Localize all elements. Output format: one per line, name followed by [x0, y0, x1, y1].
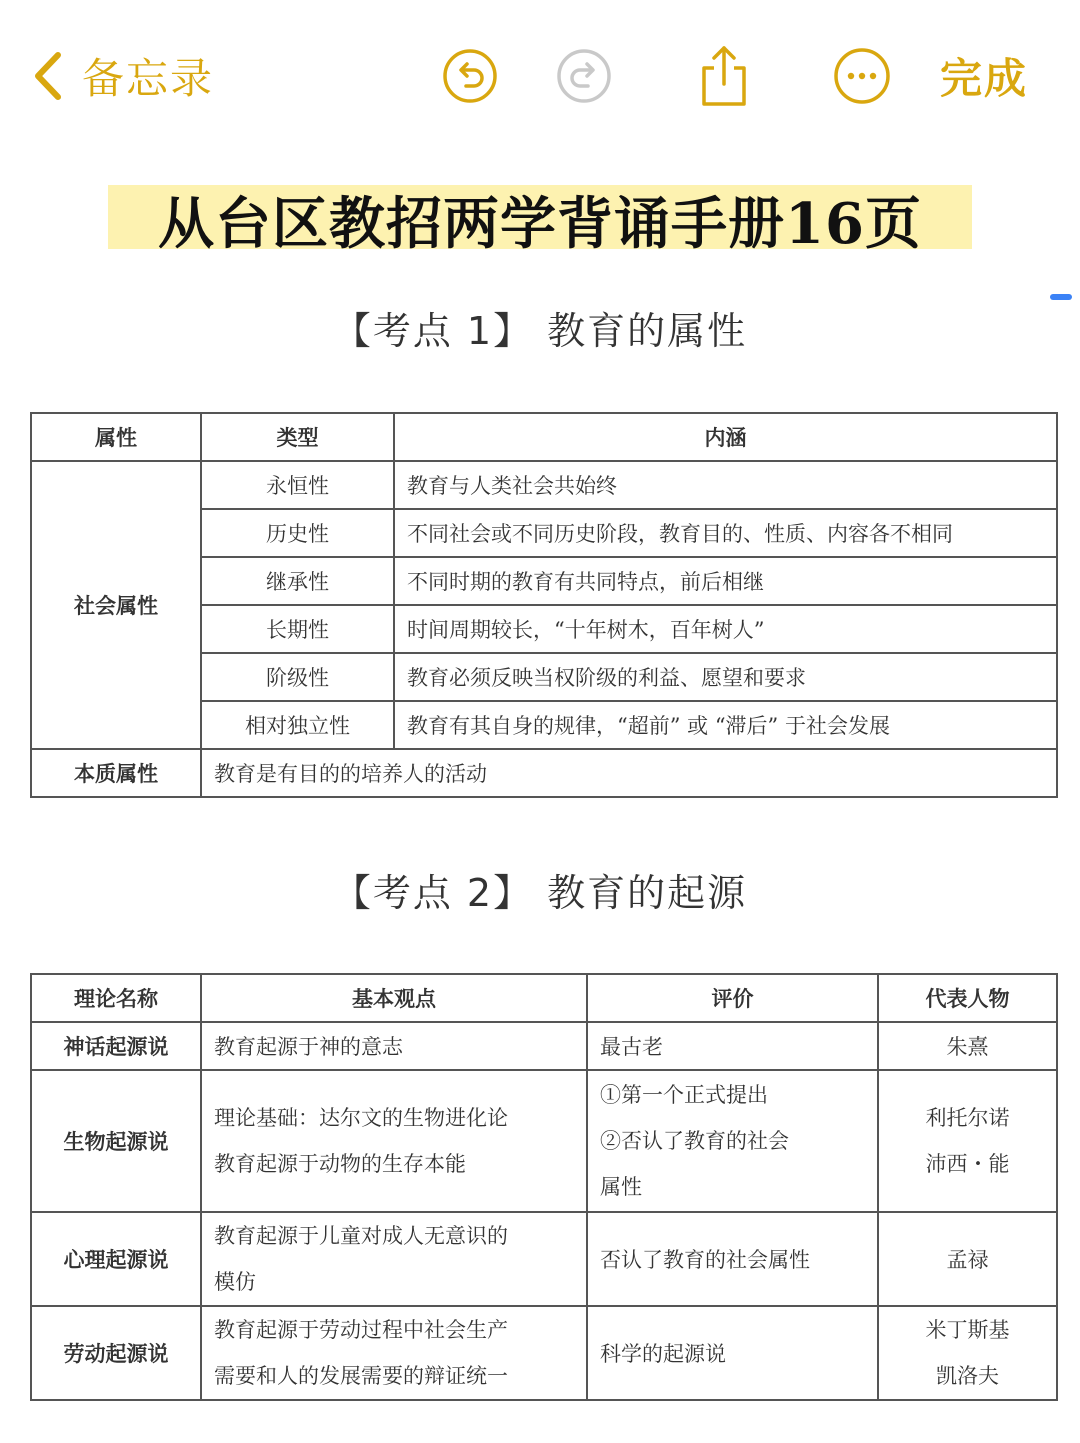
header-cell: 类型	[201, 413, 394, 461]
meaning-cell: 不同时期的教育有共同特点，前后相继	[394, 557, 1057, 605]
type-cell: 阶级性	[201, 653, 394, 701]
people-cell	[878, 1306, 1057, 1400]
notes-toolbar	[0, 0, 1080, 140]
theory-name-cell: 神话起源说	[31, 1022, 201, 1070]
view-line: 需要和人的发展需要的辩证统一	[214, 1364, 508, 1388]
section1-heading: 【考点 1】 教育的属性	[332, 309, 748, 353]
header-cell: 基本观点	[201, 974, 587, 1022]
undo-button[interactable]	[440, 44, 500, 108]
people-cell	[878, 1022, 1057, 1070]
people-cell	[878, 1070, 1057, 1212]
meaning-cell: 教育是有目的的培养人的活动	[201, 749, 1057, 797]
view-line: 教育起源于动物的生存本能	[214, 1152, 466, 1176]
table-row	[31, 1306, 1057, 1400]
eval-line: ②否认了教育的社会	[600, 1129, 789, 1153]
meaning-cell: 教育必须反映当权阶级的利益、愿望和要求	[394, 653, 1057, 701]
person-name: 沛西・能	[925, 1152, 1010, 1176]
meaning-cell: 教育有其自身的规律，“超前” 或 “滞后” 于社会发展	[394, 701, 1057, 749]
chevron-left-icon	[30, 51, 64, 101]
eval-line: 科学的起源说	[600, 1342, 726, 1366]
type-cell: 继承性	[201, 557, 394, 605]
type-cell: 永恒性	[201, 461, 394, 509]
eval-line: ①第一个正式提出	[600, 1083, 768, 1107]
more-icon	[833, 47, 891, 105]
view-line: 模仿	[214, 1270, 256, 1294]
table-row	[31, 1070, 1057, 1212]
origins-table	[30, 973, 1058, 1401]
attributes-table	[30, 412, 1058, 798]
view-cell	[201, 1022, 587, 1070]
eval-line: 最古老	[600, 1035, 663, 1059]
theory-name-cell: 生物起源说	[31, 1070, 201, 1212]
header-cell: 理论名称	[31, 974, 201, 1022]
header-cell: 代表人物	[878, 974, 1057, 1022]
eval-cell	[587, 1022, 878, 1070]
type-cell: 历史性	[201, 509, 394, 557]
table-row	[31, 749, 1057, 797]
redo-icon	[556, 48, 612, 104]
eval-line: 否认了教育的社会属性	[600, 1248, 810, 1272]
person-name: 朱熹	[946, 1035, 989, 1059]
group-cell: 本质属性	[31, 749, 201, 797]
header-cell: 评价	[587, 974, 878, 1022]
table-row	[31, 1022, 1057, 1070]
more-button[interactable]	[832, 44, 892, 108]
table-header-row	[31, 974, 1057, 1022]
theory-name-cell: 劳动起源说	[31, 1306, 201, 1400]
undo-icon	[442, 48, 498, 104]
theory-name-cell: 心理起源说	[31, 1212, 201, 1306]
note-title: 从台区教招两学背诵手册16页	[158, 191, 922, 257]
view-cell	[201, 1212, 587, 1306]
person-name: 凯洛夫	[936, 1364, 999, 1388]
section2-heading: 【考点 2】 教育的起源	[332, 871, 748, 915]
meaning-cell: 时间周期较长，“十年树木，百年树人”	[394, 605, 1057, 653]
view-line: 教育起源于神的意志	[214, 1035, 403, 1059]
eval-cell	[587, 1070, 878, 1212]
group-cell: 社会属性	[31, 461, 201, 749]
header-cell: 属性	[31, 413, 201, 461]
person-name: 利托尔诺	[925, 1106, 1010, 1130]
header-cell: 内涵	[394, 413, 1057, 461]
view-cell	[201, 1070, 587, 1212]
person-name: 孟禄	[946, 1248, 989, 1272]
table-header-row	[31, 413, 1057, 461]
view-line: 理论基础：达尔文的生物进化论	[214, 1106, 508, 1130]
share-icon	[696, 44, 752, 108]
redo-button[interactable]	[554, 44, 614, 108]
back-label: 备忘录	[82, 54, 215, 103]
view-line: 教育起源于儿童对成人无意识的	[214, 1224, 508, 1248]
meaning-cell: 不同社会或不同历史阶段，教育目的、性质、内容各不相同	[394, 509, 1057, 557]
type-cell: 相对独立性	[201, 701, 394, 749]
share-button[interactable]	[694, 44, 754, 108]
view-cell	[201, 1306, 587, 1400]
eval-cell	[587, 1212, 878, 1306]
meaning-cell: 教育与人类社会共始终	[394, 461, 1057, 509]
done-button[interactable]: 完成	[939, 54, 1028, 103]
back-button[interactable]	[30, 46, 214, 106]
person-name: 米丁斯基	[925, 1318, 1010, 1342]
type-cell: 长期性	[201, 605, 394, 653]
table-row	[31, 1212, 1057, 1306]
people-cell	[878, 1212, 1057, 1306]
table-row	[31, 461, 1057, 509]
eval-line: 属性	[600, 1175, 642, 1199]
view-line: 教育起源于劳动过程中社会生产	[214, 1318, 508, 1342]
eval-cell	[587, 1306, 878, 1400]
